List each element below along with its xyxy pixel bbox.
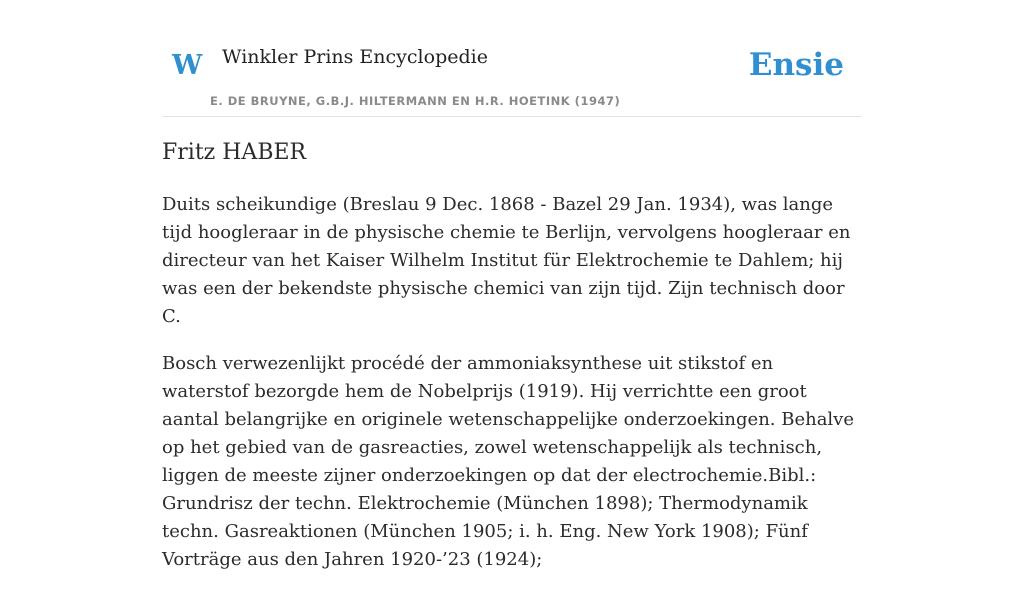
article-title: Fritz HABER (162, 140, 307, 165)
article-paragraph: Duits scheikundige (Breslau 9 Dec. 1868 - Bazel 29 Jan. 1934), was lange tijd hoogleraar in de physische chemie te Berlijn, vervolgens hoogleraar en directeur van het Kaiser Wilhelm Institut für Elektrochemie te Dahlem; hij was een der bekendste physische chemici van zijn tijd. Zijn technisch door C. (162, 194, 851, 327)
ensie-logo[interactable]: Ensie (748, 47, 844, 83)
source-header (162, 0, 862, 117)
source-authors: E. DE BRUYNE, G.B.J. HILTERMANN EN H.R. HOETINK (1947) (210, 94, 621, 108)
source-title[interactable]: Winkler Prins Encyclopedie (222, 46, 488, 68)
article-paragraph: Bosch verwezenlijkt procédé der ammoniaksynthese uit stikstof en waterstof bezorgde hem de Nobelprijs (1919). Hij verrichtte een groot aantal belangrijke en originele wetenschappelijke onderzoekingen. Behalve op het gebied van de gasreacties, zowel wetenschappelijk als technisch, liggen de meeste zijner onderzoekingen op dat der electrochemie.Bibl.: Grundrisz der techn. Elektrochemie (München 1898); Thermodynamik techn. Gasreaktionen (München 1905; i. h. Eng. New York 1908); Fünf Vorträge aus den Jahren 1920-’23 (1924); (162, 353, 855, 570)
article-body (162, 191, 862, 593)
winkler-prins-logo[interactable]: W (172, 50, 203, 81)
page (162, 0, 862, 570)
